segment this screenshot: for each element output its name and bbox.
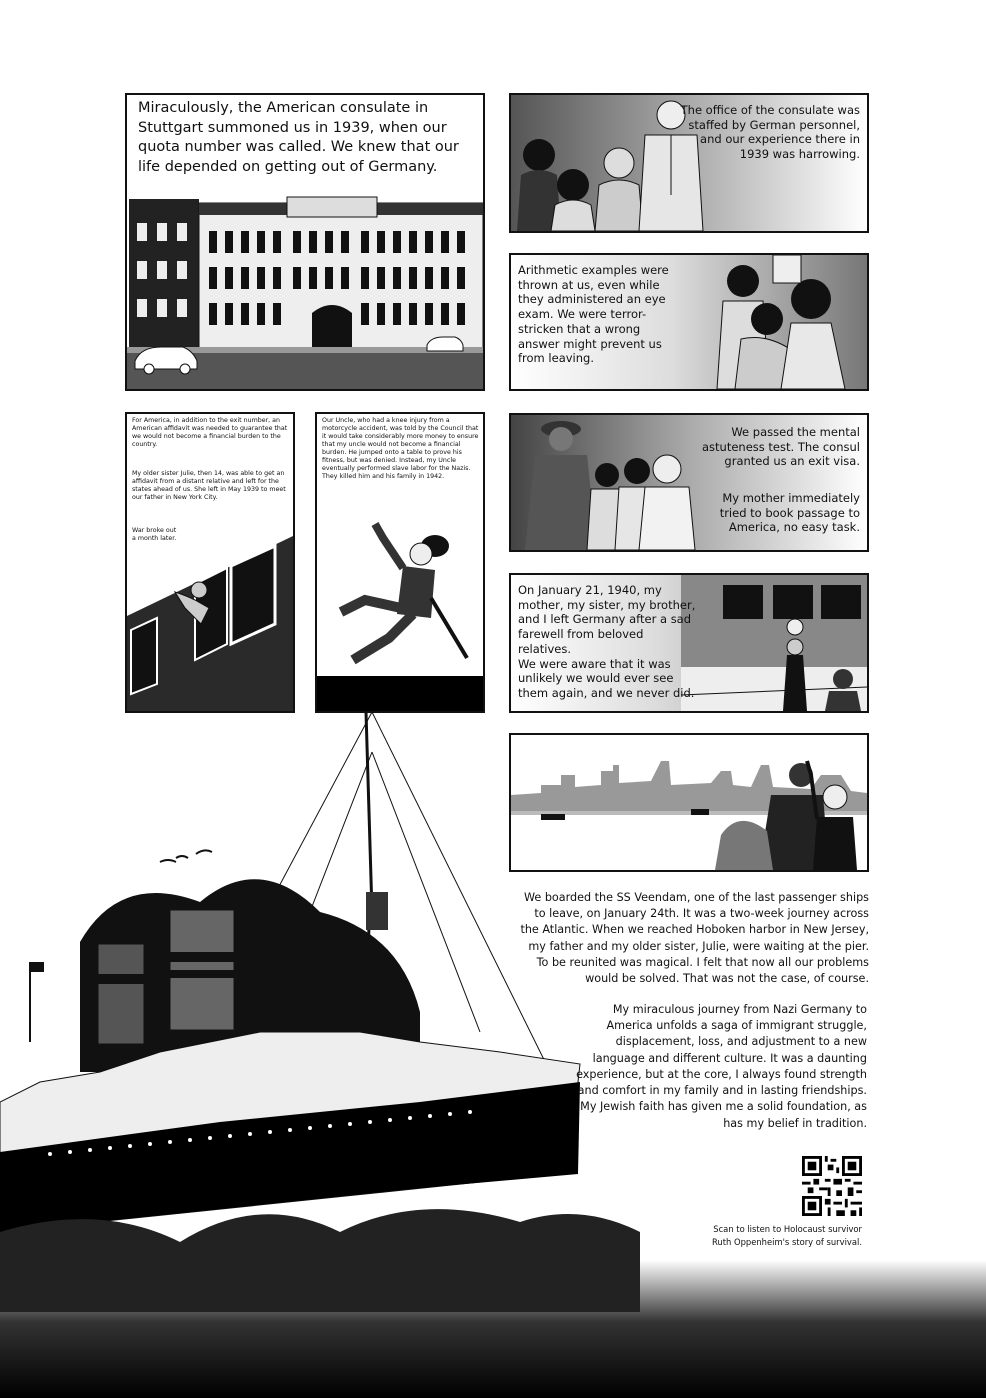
panel-train-departure-caption: On January 21, 1940, my mother, my sister, my brother, and I left Germany after a sad farewell from beloved relatives. We were aware that it was unlikely we would ever see them again, and we never did. — [518, 583, 696, 701]
panel-sister-caption-b: My older sister Julie, then 14, was able to get an affidavit from a distant relative and left for the states ahead of us. She left in May 1939 to meet our father in New York City. — [132, 470, 286, 502]
panel-consulate-office — [509, 93, 869, 233]
narration-paragraph-1: We boarded the SS Veendam, one of the last passenger ships to leave, on January 24th. It was a two-week journey across the Atlantic. When we reached Hoboken harbor in New Jersey, my father and my older sister, Julie, were waiting at the pier. To be reunited was magical. I felt that now all our problems would be solved. That was not the case, of course. — [520, 891, 869, 986]
qr-code-icon[interactable] — [802, 1156, 862, 1216]
panel-consulate-caption: Miraculously, the American consulate in Stuttgart summoned us in 1939, when our quota number was called. We knew that our life depended on getting out of Germany. — [138, 100, 459, 176]
uncle-jumping-illustration — [317, 488, 483, 711]
consulate-building-illustration — [127, 193, 483, 389]
panel-train-departure — [509, 573, 869, 713]
narration-paragraph-2: My miraculous journey from Nazi Germany to America unfolds a saga of immigrant struggle, displacement, loss, and adjustment to a new language and different culture. It was a daunting experience, but at the core, I always found strength and comfort in my family and in lasting friendships. My Jewish faith has given me a solid foundation, as has my belief in tradition. — [576, 1003, 867, 1130]
panel-eye-exam-caption: Arithmetic examples were thrown at us, even while they administered an eye exam. We were terror- stricken that a wrong answer might prevent us from leaving. — [518, 263, 669, 366]
panel-uncle — [315, 412, 485, 713]
panel-consulate — [125, 93, 485, 391]
panel-sister-caption-c: War broke out a month later. — [132, 527, 177, 543]
panel-exit-visa — [509, 413, 869, 552]
panel-sister-caption-a: For America, in addition to the exit number, an American affidavit was needed to guarantee that we would not become a financial burden to the country. — [132, 417, 288, 449]
panel-sister-julie — [125, 412, 295, 713]
panel-exit-visa-caption-b: My mother immediately tried to book passage to America, no easy task. — [719, 491, 860, 535]
panel-eye-exam — [509, 253, 869, 391]
train-window-illustration — [127, 504, 293, 711]
panel-exit-visa-caption-a: We passed the mental astuteness test. The consul granted us an exit visa. — [702, 425, 860, 469]
panel-consulate-office-caption: The office of the consulate was staffed by German personnel, and our experience there in 1939 was harrowing. — [680, 103, 860, 162]
panel-uncle-caption: Our Uncle, who had a knee injury from a motorcycle accident, was told by the Council that it would take considerably more money to ensure that my uncle would not become a financial burden. He jumped onto a table to prove his fitness, but was denied. Instead, my Uncle eventually performed slave labor for the Nazis. They killed him and his family in 1942. — [322, 417, 479, 481]
qr-caption: Scan to listen to Holocaust survivor Ruth Oppenheim's story of survival. — [711, 1224, 862, 1247]
